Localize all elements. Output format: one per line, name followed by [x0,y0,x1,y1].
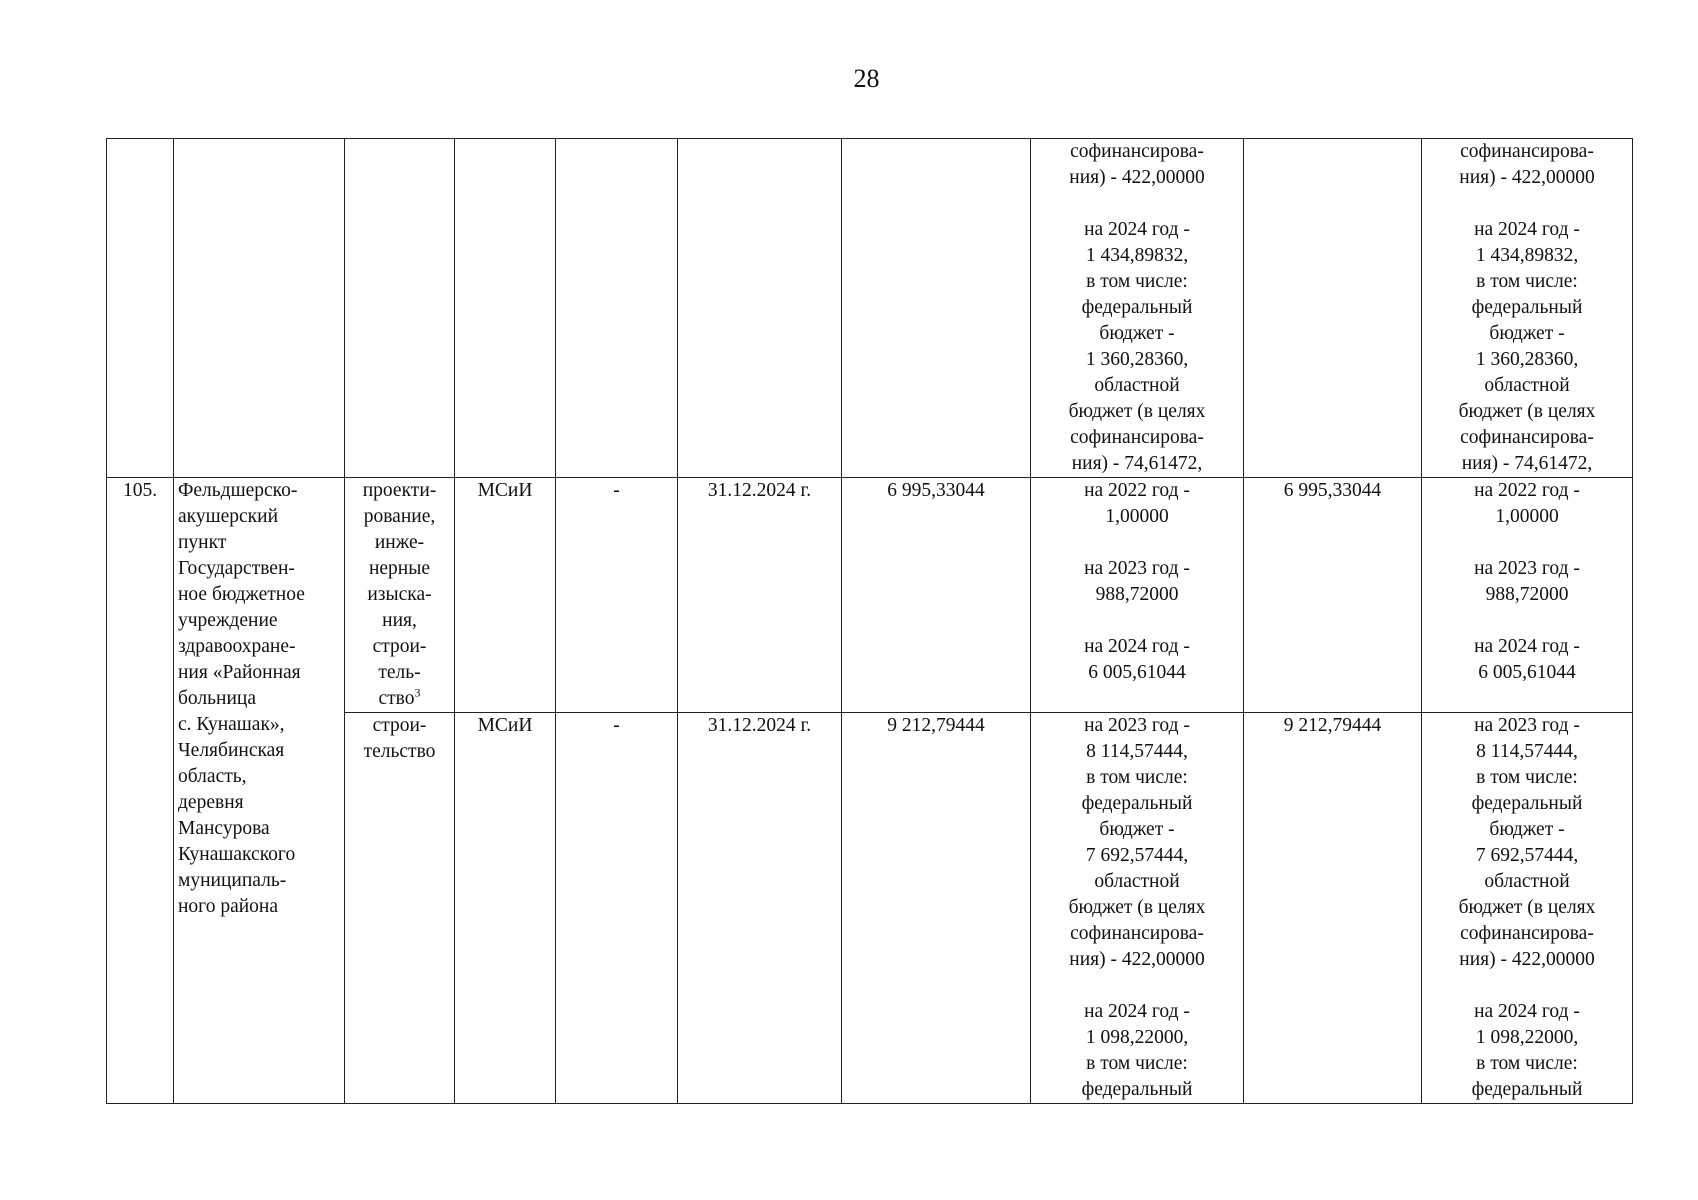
capacity: - [556,478,678,713]
table-row [107,478,1633,713]
footnote-mark: 3 [414,685,421,700]
budget-table [106,138,1633,1104]
cost: 9 212,79444 [842,713,1031,1104]
funding2: на 2022 год - 1,00000 на 2023 год - 988,72000 на 2024 год - 6 005,61044 [1422,478,1633,713]
cell-cost [842,139,1031,478]
work-type-text: проекти- рование, инже- нерные изыска- ния, строи- тель- ство [362,480,437,709]
page-number: 28 [853,64,880,93]
cell-cost2 [1244,139,1422,478]
item-number: 105. [107,478,174,1104]
work-type: строи- тельство [345,713,455,1104]
deadline: 31.12.2024 г. [678,713,842,1104]
cost2: 9 212,79444 [1244,713,1422,1104]
cell-name [174,139,345,478]
cell-work-type [345,139,455,478]
capacity: - [556,713,678,1104]
cost2: 6 995,33044 [1244,478,1422,713]
item-name: Фельдшерско- акушерский пункт Государствен- ное бюджетное учреждение здравоохране- ния «Районная больница с. Кунашак», Челябинская область, деревня Мансурова Кунашакского муниципаль- ного района [174,478,345,1104]
work-type [345,478,455,713]
cost: 6 995,33044 [842,478,1031,713]
agency: МСиИ [455,713,556,1104]
agency: МСиИ [455,478,556,713]
cell-number [107,139,174,478]
funding: на 2022 год - 1,00000 на 2023 год - 988,72000 на 2024 год - 6 005,61044 [1031,478,1244,713]
cell-agency [455,139,556,478]
deadline: 31.12.2024 г. [678,478,842,713]
cell-funding: софинансирова- ния) - 422,00000 на 2024 год - 1 434,89832, в том числе: федеральный бюджет - 1 360,28360, областной бюджет (в целях софинансирова- ния) - 74,61472, [1031,139,1244,478]
funding2: на 2023 год - 8 114,57444, в том числе: федеральный бюджет - 7 692,57444, областной бюджет (в целях софинансирова- ния) - 422,00000 на 2024 год - 1 098,22000, в том числе: федеральный [1422,713,1633,1104]
cell-capacity [556,139,678,478]
continuation-row [107,139,1633,478]
cell-deadline [678,139,842,478]
funding: на 2023 год - 8 114,57444, в том числе: федеральный бюджет - 7 692,57444, областной бюджет (в целях софинансирова- ния) - 422,00000 на 2024 год - 1 098,22000, в том числе: федеральный [1031,713,1244,1104]
cell-funding2: софинансирова- ния) - 422,00000 на 2024 год - 1 434,89832, в том числе: федеральный бюджет - 1 360,28360, областной бюджет (в целях софинансирова- ния) - 74,61472, [1422,139,1633,478]
